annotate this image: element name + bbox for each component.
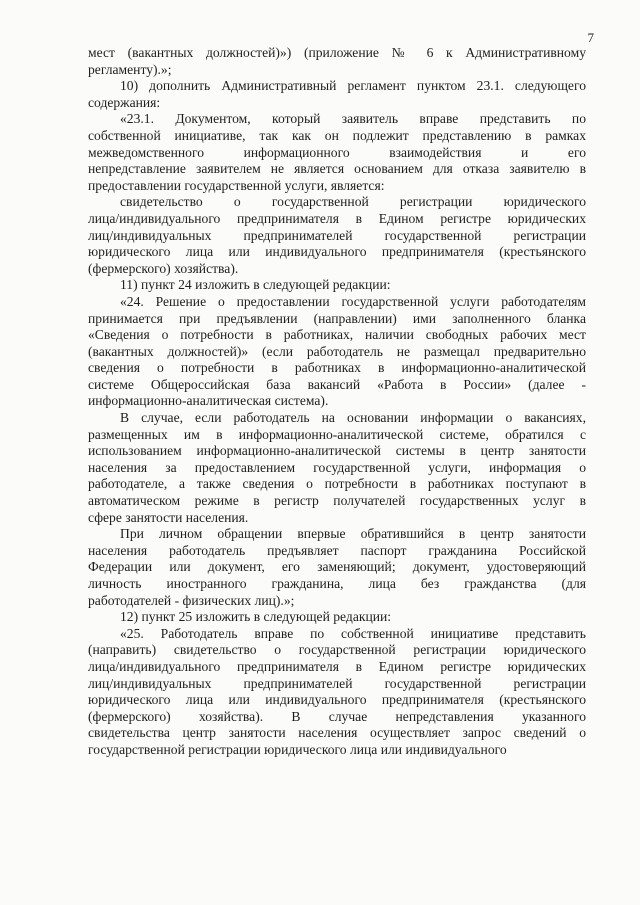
text-line: лиц/индивидуальных предпринимателей государственной регистрации [88,675,586,691]
text-line: (фермерского) хозяйства). [88,260,239,276]
page-number: 7 [587,30,594,45]
text-line: Федерации или документ, его заменяющий; документ, удостоверяющий [88,559,586,575]
text-line: При личном обращении впервые обратившийся в центр занятости [120,526,586,542]
text-line: свидетельство о государственной регистрации юридического [120,194,586,210]
text-line: размещенных им в информационно-аналитической системе, обратился с [88,426,586,442]
paragraph [88,78,586,111]
text-line: населения за предоставлением государственной услуги, информация о [88,459,586,475]
text-line: свидетельства центр занятости населения осуществляет запрос сведений о [88,725,586,741]
paragraph [88,410,586,526]
paragraph [88,526,586,609]
text-line: 12) пункт 25 изложить в следующей редакции: [120,609,392,625]
text-line: (направить) свидетельство о государственной регистрации юридического [88,642,586,658]
text-line: В случае, если работодатель на основании информации о вакансиях, [120,410,586,426]
text-line: «23.1. Документом, который заявитель вправе представить по [120,111,586,127]
text-line: содержания: [88,94,161,110]
paragraph [88,45,586,78]
text-line: предоставлении государственной услуги, является: [88,177,385,193]
text-line: юридического лица или индивидуального предпринимателя (крестьянского [88,692,586,708]
text-line: автоматическом режиме в регистр получателей государственных услуг в [88,493,586,509]
text-line: «24. Решение о предоставлении государственной услуги работодателям [120,293,586,309]
text-line: межведомственного информационного взаимодействия и его [88,144,586,160]
text-line: «25. Работодатель вправе по собственной инициативе представить [120,625,586,641]
text-line: населения работодатель предъявляет паспорт гражданина Российской [88,542,586,558]
paragraph [88,277,586,294]
text-line: информационно-аналитическая система). [88,393,329,409]
text-line: работодателе, а также сведения о потребности в работниках поступают в [88,476,586,492]
text-line: (фермерского) хозяйства). В случае непредставления указанного [88,708,586,724]
text-line: мест (вакантных должностей)») (приложение № 6 к Административному [88,45,586,60]
text-line: работодателей - физических лиц).»; [88,592,295,608]
text-line: лиц/индивидуальных предпринимателей государственной регистрации [88,227,586,243]
text-line: сфере занятости населения. [88,509,249,525]
text-line: юридического лица или индивидуального предпринимателя (крестьянского [88,244,586,260]
paragraph [88,609,586,626]
text-line: принимается при предъявлении (направлении) ими заполненного бланка [88,310,586,326]
text-line: непредставление заявителем не является основанием для отказа заявителю в [88,161,586,177]
text-line: личность иностранного гражданина, лица без гражданства (для [88,576,586,591]
text-line: 11) пункт 24 изложить в следующей редакции: [120,277,391,293]
text-line: лица/индивидуального предпринимателя в Едином регистре юридических [88,658,586,674]
text-line: лица/индивидуального предпринимателя в Едином регистре юридических [88,210,586,226]
text-line: системе Общероссийская база вакансий «Работа в России» (далее - [88,376,586,392]
paragraph [88,194,586,277]
text-line: сведения о потребности в работниках в информационно-аналитической [88,360,586,376]
text-line: регламенту).»; [88,61,172,77]
paragraph [88,626,586,759]
text-line: «Сведения о потребности в работниках, наличии свободных рабочих мест [88,327,586,343]
document-body [88,45,586,759]
text-line: собственной инициативе, так как он подлежит представлению в рамках [88,127,586,143]
text-line: 10) дополнить Административный регламент пунктом 23.1. следующего [120,78,586,94]
paragraph [88,294,586,410]
paragraph [88,111,586,194]
text-line: использованием информационно-аналитической системы в центр занятости [88,443,586,459]
text-line: (вакантных должностей)» (если работодатель не размещал предварительно [88,343,586,359]
text-line: государственной регистрации юридического лица или индивидуального [88,741,507,757]
